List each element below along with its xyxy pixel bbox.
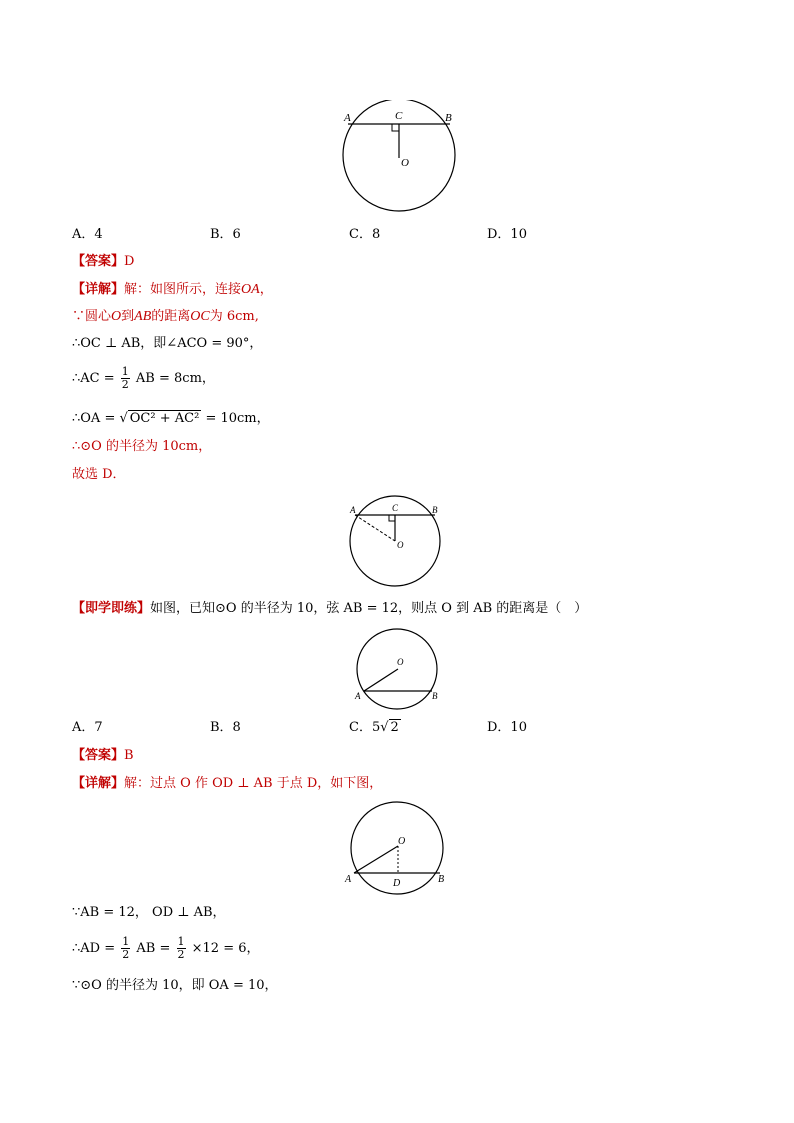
q2-option-a: A．7 xyxy=(72,720,103,735)
fraction-denominator: 2 xyxy=(121,378,129,391)
fraction-denominator: 2 xyxy=(122,948,130,961)
label-b: B xyxy=(432,691,438,701)
q1-option-d: D．10 xyxy=(487,227,527,242)
label-b: B xyxy=(445,112,452,124)
q1-option-c: C．8 xyxy=(349,227,381,242)
right-angle-mark xyxy=(389,515,395,521)
fraction-half xyxy=(177,936,186,961)
figure-circle-chord-2 xyxy=(340,495,450,590)
square-root: OC² + AC² xyxy=(129,411,200,426)
detail-text: AB = 8cm， xyxy=(135,371,215,386)
detail-text: ∴AC = xyxy=(72,371,115,386)
fraction-numerator: 1 xyxy=(121,365,129,378)
figure-circle-chord-4 xyxy=(342,800,452,895)
detail-var: OA xyxy=(241,282,260,297)
answer-tag: 【答案】 xyxy=(72,254,125,269)
q2-detail-line-3 xyxy=(72,936,260,961)
detail-text: 的距离 xyxy=(151,309,191,324)
label-b: B xyxy=(438,874,445,885)
label-o: O xyxy=(398,836,406,847)
figure-circle-chord-1 xyxy=(330,100,470,215)
detail-var: OC xyxy=(190,309,210,324)
practice-tag: 【即学即练】 xyxy=(72,601,151,616)
detail-text: ∴OA = xyxy=(72,411,116,426)
detail-text: 解：过点 O 作 OD ⊥ AB 于点 D，如下图， xyxy=(124,776,383,791)
fraction-numerator: 1 xyxy=(177,935,185,948)
q2-detail-line-1 xyxy=(72,774,382,794)
q2-answer xyxy=(72,746,134,766)
q2-option-d: D．10 xyxy=(487,720,527,735)
stem-text: 如图，已知⊙O 的半径为 10，弦 AB = 12，则点 O 到 AB 的距离是（ ） xyxy=(150,601,588,616)
label-o: O xyxy=(397,540,404,550)
label-a: A xyxy=(344,112,351,124)
q1-detail-line-2 xyxy=(72,307,259,327)
segment-oa xyxy=(364,669,398,691)
q2-detail-line-2: ∵AB = 12， OD ⊥ AB， xyxy=(72,905,226,920)
label-a: A xyxy=(350,505,356,515)
detail-text: 为 6cm, xyxy=(209,309,259,324)
detail-text: = 10cm， xyxy=(205,411,270,426)
detail-text: ∵圆心 xyxy=(72,309,112,324)
q1-detail-line-6: ∴⊙O 的半径为 10cm， xyxy=(72,439,212,454)
label-c: C xyxy=(395,110,403,122)
q2-detail-line-4: ∵⊙O 的半径为 10，即 OA = 10， xyxy=(72,978,278,993)
detail-text: 到 xyxy=(121,309,135,324)
label-o: O xyxy=(397,657,404,667)
fraction-half xyxy=(121,366,130,391)
q1-detail-line-1 xyxy=(72,280,273,300)
fraction-denominator: 2 xyxy=(177,948,185,961)
answer-tag: 【答案】 xyxy=(72,748,125,763)
label-b: B xyxy=(432,505,438,515)
fraction-numerator: 1 xyxy=(122,935,130,948)
detail-text: AB = xyxy=(136,941,171,956)
label-o: O xyxy=(401,157,409,169)
q1-detail-line-3: ∴OC ⊥ AB，即∠ACO = 90°， xyxy=(72,336,263,351)
q2-option-c: C．5√ 2 xyxy=(349,720,399,735)
answer-value: B xyxy=(124,748,134,763)
label-c: C xyxy=(392,503,399,513)
q1-detail-line-5: ∴OA = √ OC² + AC² = 10cm， xyxy=(72,411,270,426)
q1-detail-line-7: 故选 D． xyxy=(72,467,126,482)
right-angle-mark xyxy=(392,124,399,131)
detail-text: ， xyxy=(259,282,273,297)
detail-text: ∴AD = xyxy=(72,941,116,956)
detail-text: ×12 = 6， xyxy=(191,941,260,956)
detail-text: 解：如图所示，连接 xyxy=(124,282,242,297)
fraction-half xyxy=(121,936,130,961)
q1-answer xyxy=(72,252,134,272)
label-a: A xyxy=(355,691,361,701)
detail-var: O xyxy=(111,309,122,324)
q1-option-a: A．4 xyxy=(72,227,103,242)
detail-tag: 【详解】 xyxy=(72,282,125,297)
square-root: 2 xyxy=(390,720,399,735)
q2-option-b: B．8 xyxy=(210,720,241,735)
label-a: A xyxy=(345,874,352,885)
figure-circle-chord-3 xyxy=(350,625,445,710)
answer-value: D xyxy=(124,254,135,269)
label-d: D xyxy=(393,878,401,889)
segment-oa xyxy=(354,846,398,873)
q2-stem xyxy=(72,599,587,619)
detail-tag: 【详解】 xyxy=(72,776,125,791)
q1-option-b: B．6 xyxy=(210,227,241,242)
detail-var: AB xyxy=(134,309,152,324)
option-c-coefficient: C．5 xyxy=(349,720,381,735)
q1-detail-line-4 xyxy=(72,366,215,391)
